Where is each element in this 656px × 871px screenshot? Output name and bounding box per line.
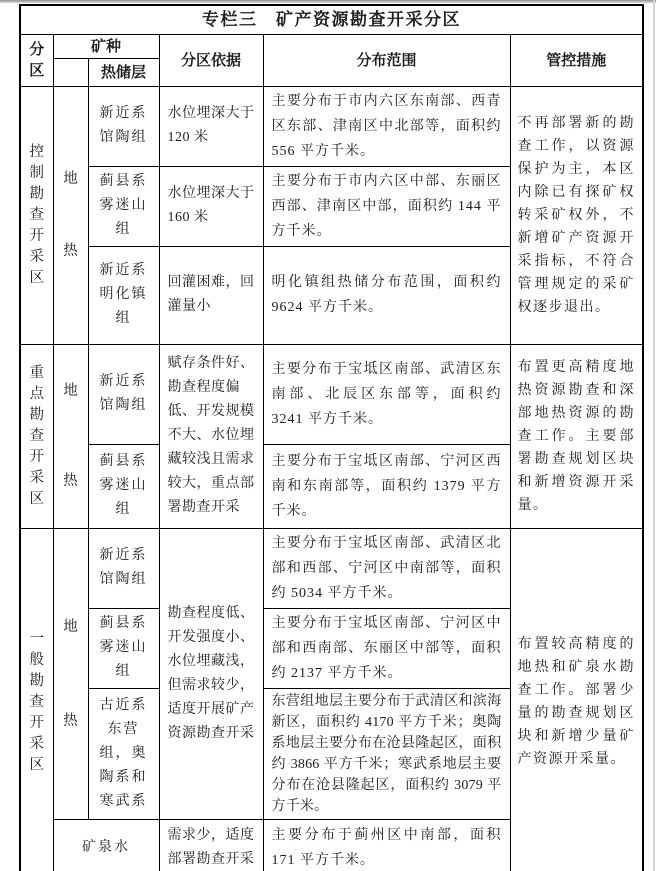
header-distribution: 分布范围 [263, 34, 510, 86]
cell-distribution: 主要分布于宝坻区南部、宁河区西南和东南部等，面积约 1379 平方千米。 [263, 444, 510, 528]
cell-mineral-water: 矿泉水 [53, 819, 159, 871]
header-mineral-sub-empty [53, 58, 88, 86]
cell-distribution: 主要分布于蓟州区中南部，面积 171 平方千米。 [263, 819, 510, 871]
cell-basis: 水位埋深大于 120 米 [159, 86, 263, 166]
cell-distribution: 主要分布于宝坻区南部、武清区东南部、北辰区东部等，面积约 3241 平方千米。 [263, 344, 510, 444]
cell-mineral [53, 86, 88, 344]
cell-basis: 需求少，适度部署勘查开采 [159, 819, 263, 871]
cell-distribution: 东营组地层主要分布于武清区和滨海新区，面积约 4170 平方千米；奥陶系地层主要分布在沧县隆起区，面积约 3866 平方千米；寒武系地层主要分布在沧县隆起区，面积约 3079 平方千米。 [263, 688, 510, 819]
cell-measures: 不再部署新的勘查工作，以资源保护为主，本区内除已有探矿权转采矿权外，不新增矿产资源开采指标，不符合管理规定的采矿权逐步退出。 [510, 86, 643, 344]
cell-reservoir: 新近系馆陶组 [88, 528, 159, 608]
cell-basis: 勘查程度低、开发强度小、水位埋藏浅，但需求较少，适度开展矿产资源勘查开采 [159, 528, 263, 819]
header-mineral: 矿种 [53, 34, 159, 58]
cell-zone [20, 344, 53, 528]
table-row [20, 344, 643, 444]
cell-reservoir: 蓟县系雾迷山组 [88, 166, 159, 246]
mineral-label: 地热 [63, 383, 78, 489]
header-basis: 分区依据 [159, 34, 263, 86]
cell-basis: 水位埋深大于 160 米 [159, 166, 263, 246]
table-title: 专栏三 矿产资源勘查开采分区 [20, 5, 643, 34]
zone-label: 重点勘查开采区 [29, 364, 44, 507]
cell-reservoir: 蓟县系雾迷山组 [88, 608, 159, 688]
page-right-edge [653, 0, 655, 871]
cell-mineral [53, 528, 88, 819]
cell-measures: 布置较高精度的地热和矿泉水勘查工作。部署少量的勘查规划区块和新增少量矿产资源开采量。 [510, 528, 643, 871]
cell-reservoir: 古近系东营组，奥陶系和寒武系 [88, 688, 159, 819]
cell-reservoir: 新近系馆陶组 [88, 344, 159, 444]
cell-basis: 回灌困难，回灌量小 [159, 246, 263, 344]
zone-label: 一般勘查开采区 [29, 630, 44, 773]
cell-basis: 赋存条件好、勘查程度偏低、开发规模不大、水位埋藏较浅且需求较大，重点部署勘查开采 [159, 344, 263, 528]
mineral-zoning-table [19, 4, 644, 871]
cell-distribution: 明化镇组热储分布范围，面积约 9624 平方千米。 [263, 246, 510, 344]
cell-distribution: 主要分布于宝坻区南部、武清区北部和西部、宁河区中南部等，面积约 5034 平方千米。 [263, 528, 510, 608]
mineral-label: 地热 [63, 171, 78, 259]
cell-zone [20, 86, 53, 344]
cell-reservoir: 新近系明化镇组 [88, 246, 159, 344]
cell-mineral [53, 344, 88, 528]
cell-reservoir: 蓟县系雾迷山组 [88, 444, 159, 528]
header-measures: 管控措施 [510, 34, 643, 86]
cell-distribution: 主要分布于宝坻区南部、宁河区中部和西南部、东丽区中部等，面积约 2137 平方千米。 [263, 608, 510, 688]
mineral-label: 地热 [63, 618, 78, 729]
zone-label: 控制勘查开采区 [29, 143, 44, 286]
table-row [20, 86, 643, 166]
cell-distribution: 主要分布于市内六区中部、东丽区西部、津南区中部，面积约 144 平方千米。 [263, 166, 510, 246]
cell-reservoir: 新近系馆陶组 [88, 86, 159, 166]
cell-distribution: 主要分布于市内六区东南部、西青区东部、津南区中北部等，面积约 556 平方千米。 [263, 86, 510, 166]
cell-zone [20, 528, 53, 871]
table-row [20, 528, 643, 608]
header-zone: 分区 [20, 34, 53, 86]
cell-measures: 布置更高精度地热资源勘查和深部地热资源的勘查工作。主要部署勘查规划区块和新增资源开采量。 [510, 344, 643, 528]
page-top-edge [0, 0, 656, 3]
header-reservoir: 热储层 [88, 58, 159, 86]
